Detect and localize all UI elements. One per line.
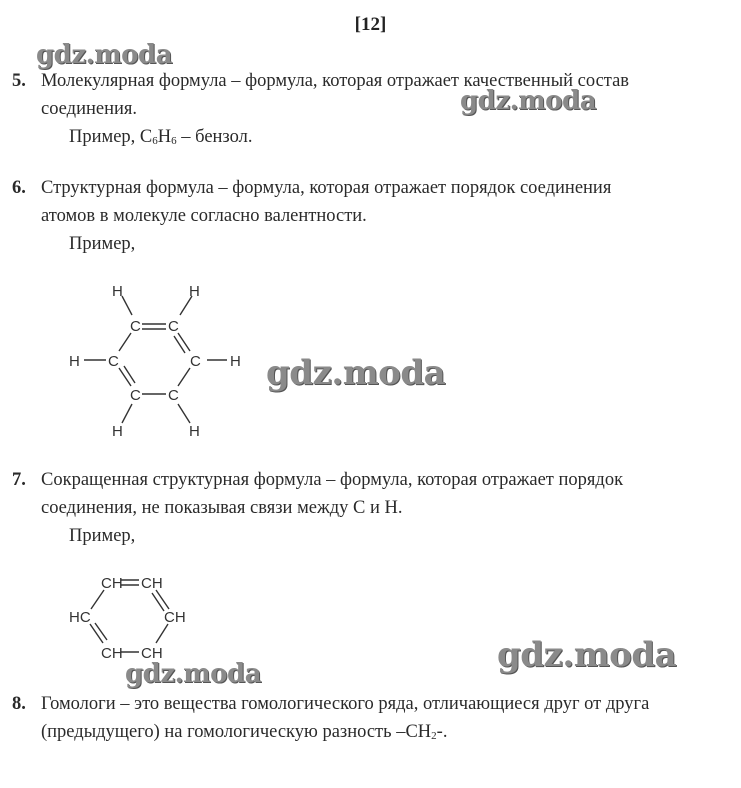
hydrogen-atom: H bbox=[69, 353, 80, 370]
ch-group: CH bbox=[101, 575, 123, 592]
definition-text-line: Гомологи – это вещества гомологического ряда, отличающиеся друг от друга bbox=[41, 694, 650, 714]
example-label: Пример, bbox=[69, 234, 136, 254]
definition-text-line: Молекулярная формула – формула, которая отражает качественный состав bbox=[41, 71, 630, 91]
hydrogen-atom: H bbox=[112, 423, 123, 440]
example-line: Пример, $C_6H_6$ – бензол. bbox=[69, 127, 253, 147]
definition-8 bbox=[12, 690, 727, 746]
watermark: gdz.moda bbox=[460, 86, 597, 116]
hydrogen-atom: H bbox=[112, 283, 123, 300]
carbon-atom: C bbox=[130, 318, 141, 335]
definition-text-line: Структурная формула – формула, которая отражает порядок соединения bbox=[41, 178, 612, 198]
watermark: gdz.moda bbox=[266, 353, 446, 393]
definition-text-line: соединения, не показывая связи между С и Н. bbox=[41, 498, 403, 518]
definition-text-line: (предыдущего) на гомологическую разность $-CH_2-$. bbox=[41, 722, 448, 742]
benzene-structural-formula bbox=[60, 278, 260, 446]
hydrogen-atom: H bbox=[230, 353, 241, 370]
definition-text-line: Сокращенная структурная формула – формула, которая отражает порядок bbox=[41, 470, 624, 490]
page-number: [12] bbox=[354, 14, 387, 35]
item-number: 5. bbox=[12, 71, 26, 91]
watermark: gdz.moda bbox=[497, 635, 677, 675]
carbon-atom: C bbox=[168, 387, 179, 404]
carbon-atom: C bbox=[190, 353, 201, 370]
definition-5 bbox=[12, 67, 727, 151]
example-label: Пример, bbox=[69, 526, 136, 546]
definition-7 bbox=[12, 466, 727, 550]
watermark: gdz.moda bbox=[36, 40, 173, 70]
hydrogen-atom: H bbox=[189, 423, 200, 440]
definition-text-line: соединения. bbox=[41, 99, 138, 119]
carbon-atom: C bbox=[130, 387, 141, 404]
hydrogen-atom: H bbox=[189, 283, 200, 300]
ch-group: CH bbox=[101, 645, 123, 662]
definition-6 bbox=[12, 174, 727, 258]
watermark: gdz.moda bbox=[125, 659, 262, 689]
ch-group: CH bbox=[164, 609, 186, 626]
carbon-atom: C bbox=[168, 318, 179, 335]
ch-group: CH bbox=[141, 575, 163, 592]
ch-group: HC bbox=[69, 609, 91, 626]
benzene-condensed-formula bbox=[64, 568, 204, 668]
carbon-atom: C bbox=[108, 353, 119, 370]
item-number: 7. bbox=[12, 470, 26, 490]
definition-text-line: атомов в молекуле согласно валентности. bbox=[41, 206, 367, 226]
item-number: 6. bbox=[12, 178, 26, 198]
item-number: 8. bbox=[12, 694, 26, 714]
ch-group: CH bbox=[141, 645, 163, 662]
